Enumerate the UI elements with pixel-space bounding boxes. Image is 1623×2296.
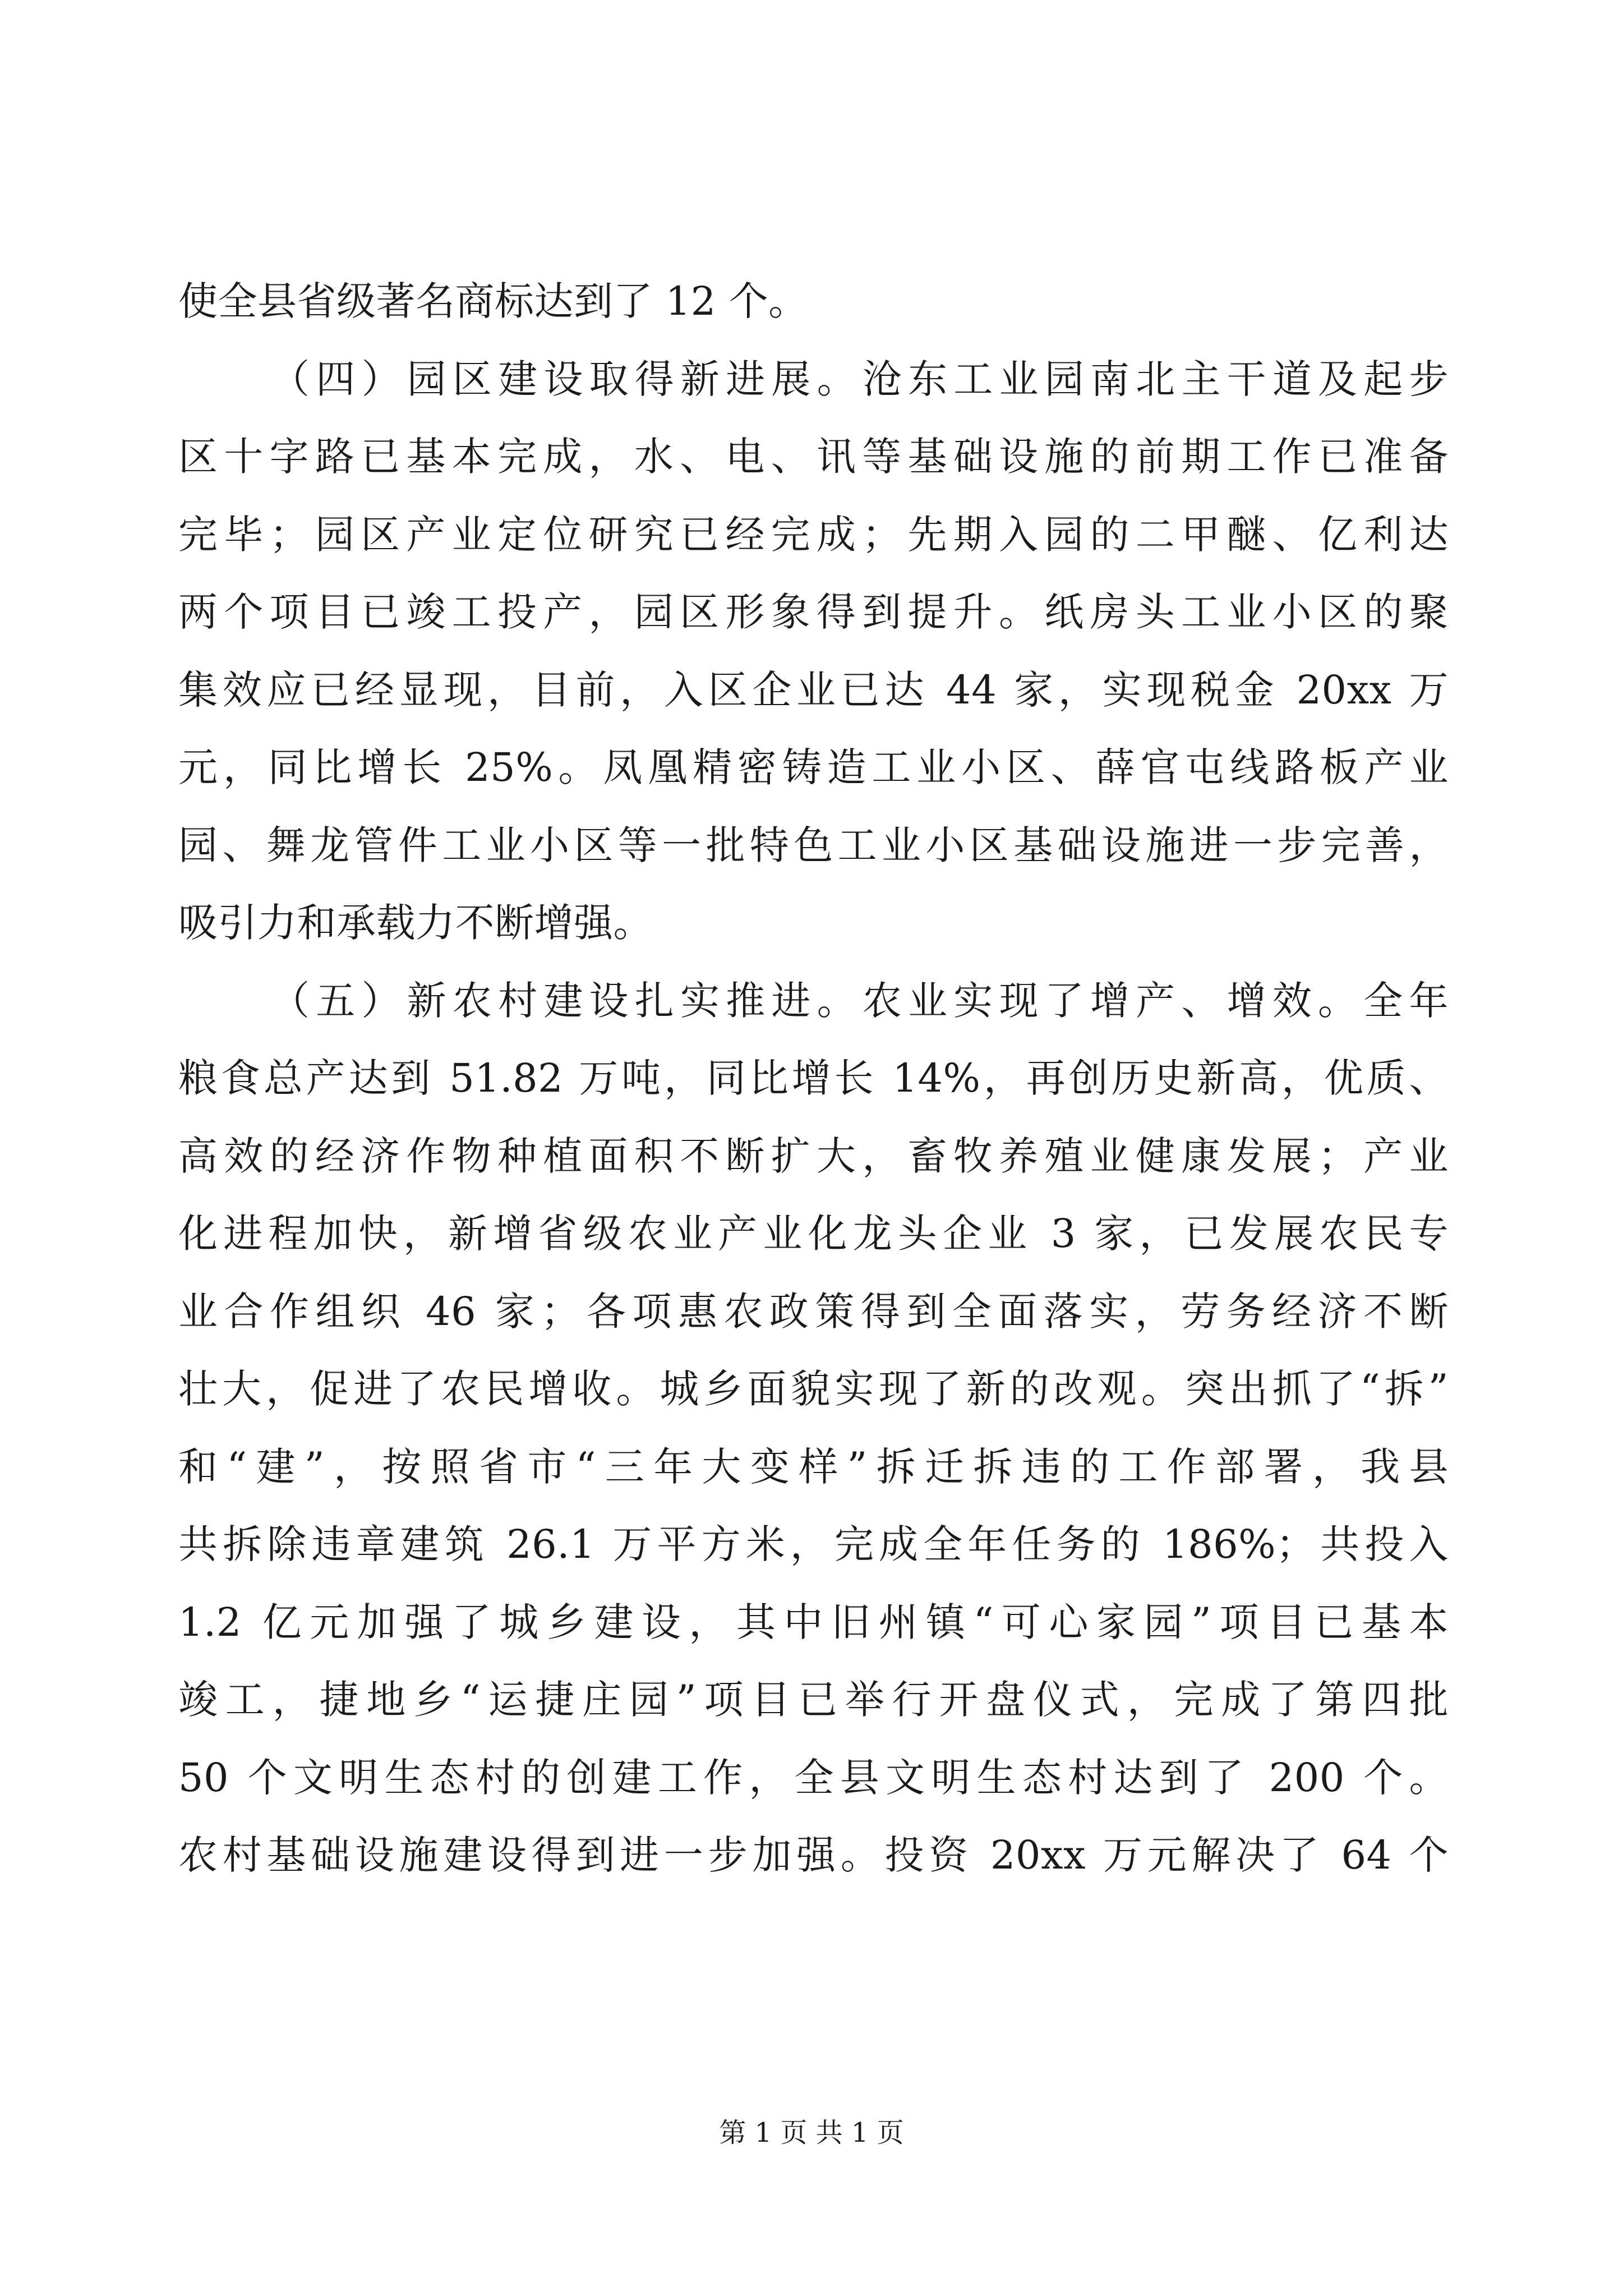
text-line: 50 个文明生态村的创建工作，全县文明生态村达到了 200 个。: [178, 1754, 1449, 1801]
text-line: （五）新农村建设扎实推进。农业实现了增产、增效。全年: [270, 977, 1449, 1024]
text-line: 两个项目已竣工投产，园区形象得到提升。纸房头工业小区的聚: [178, 589, 1449, 635]
text-line: 使全县省级著名商标达到了 12 个。: [178, 278, 808, 324]
text-line: 完毕；园区产业定位研究已经完成；先期入园的二甲醚、亿利达: [178, 511, 1449, 558]
page-footer: 第 1 页 共 1 页: [719, 2117, 904, 2148]
text-line: 壮大，促进了农民增收。城乡面貌实现了新的改观。突出抓了“拆”: [178, 1366, 1449, 1412]
text-line: 园、舞龙管件工业小区等一批特色工业小区基础设施进一步完善，: [178, 822, 1449, 868]
text-line: 农村基础设施建设得到进一步加强。投资 20xx 万元解决了 64 个: [178, 1832, 1449, 1878]
text-line: 集效应已经显现，目前，入区企业已达 44 家，实现税金 20xx 万: [178, 666, 1449, 713]
text-line: 共拆除违章建筑 26.1 万平方米，完成全年任务的 186%；共投入: [178, 1521, 1449, 1567]
text-line: 1.2 亿元加强了城乡建设，其中旧州镇“可心家园”项目已基本: [178, 1599, 1449, 1645]
text-line: 高效的经济作物种植面积不断扩大，畜牧养殖业健康发展；产业: [178, 1133, 1449, 1179]
text-line: （四）园区建设取得新进展。沧东工业园南北主干道及起步: [270, 356, 1449, 402]
text-line: 吸引力和承载力不断增强。: [178, 900, 653, 946]
text-line: 业合作组织 46 家；各项惠农政策得到全面落实，劳务经济不断: [178, 1288, 1449, 1335]
text-line: 粮食总产达到 51.82 万吨，同比增长 14%，再创历史新高，优质、: [178, 1055, 1449, 1101]
text-line: 和“建”，按照省市“三年大变样”拆迁拆违的工作部署，我县: [178, 1443, 1449, 1490]
text-line: 化进程加快，新增省级农业产业化龙头企业 3 家，已发展农民专: [178, 1211, 1449, 1257]
body-text: [178, 263, 1449, 1894]
text-line: 元，同比增长 25%。凤凰精密铸造工业小区、薛官屯线路板产业: [178, 744, 1449, 790]
text-line: 竣工，捷地乡“运捷庄园”项目已举行开盘仪式，完成了第四批: [178, 1677, 1449, 1723]
text-line: 区十字路已基本完成，水、电、讯等基础设施的前期工作已准备: [178, 434, 1449, 480]
